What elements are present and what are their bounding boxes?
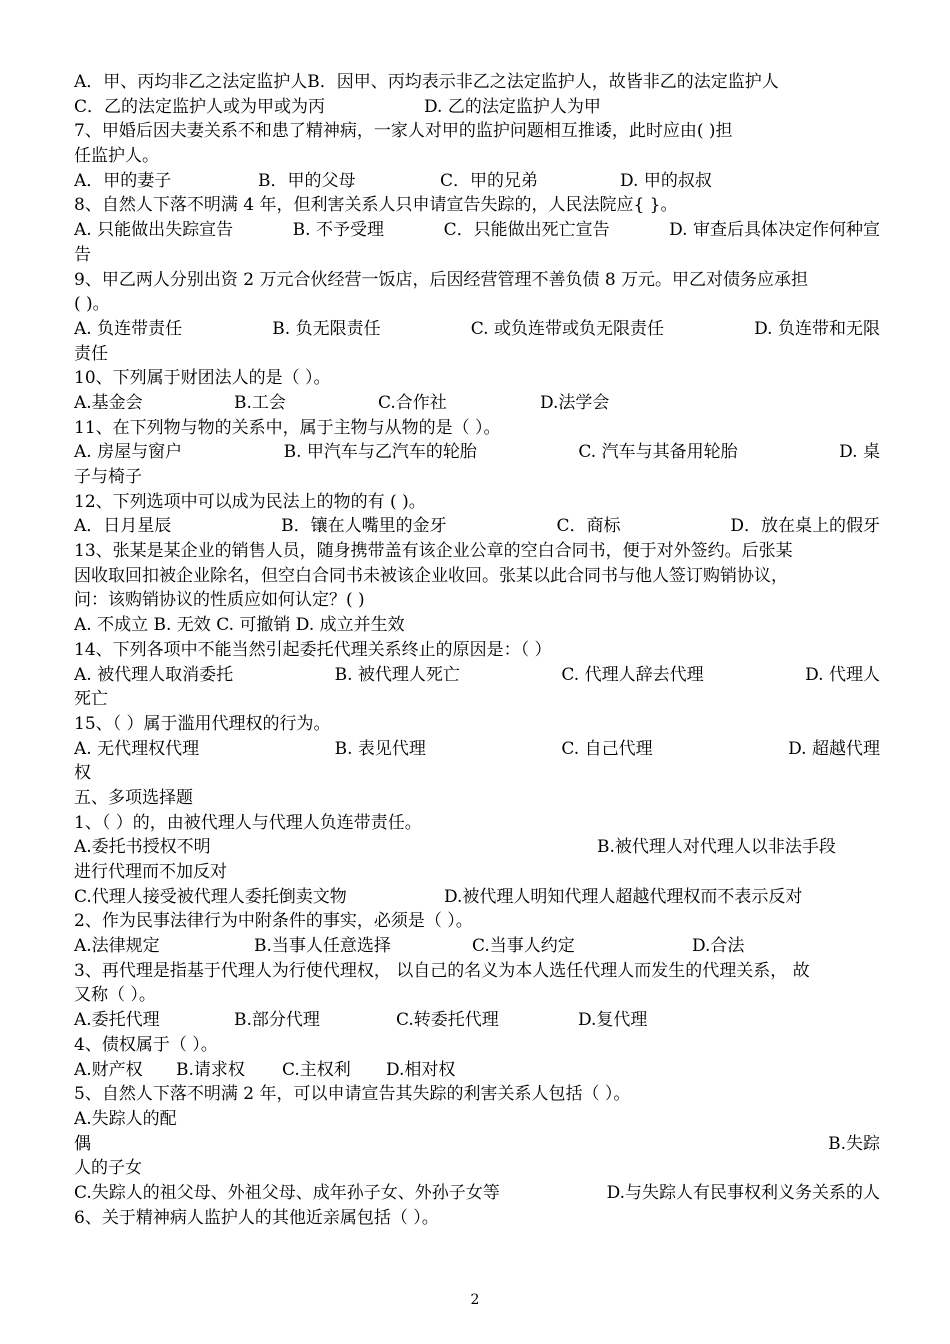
option-b: B.请求权 bbox=[176, 1059, 245, 1080]
option-c: C. 代理人辞去代理 bbox=[561, 664, 704, 685]
question-line: 4、债权属于（ ）。 bbox=[74, 1034, 218, 1055]
option-b: B．镶在人嘴里的金牙 bbox=[281, 516, 447, 537]
option-text: A．甲、丙均非乙之法定监护人B．因甲、丙均表示非乙之法定监护人，故皆非乙的法定监护人 bbox=[74, 72, 779, 92]
option-a: A.基金会 bbox=[74, 392, 143, 413]
option-c: C.当事人约定 bbox=[472, 936, 575, 957]
question-line: 权 bbox=[74, 763, 91, 784]
option-b: B.部分代理 bbox=[234, 1010, 320, 1031]
question-line: 15、（ ）属于滥用代理权的行为。 bbox=[74, 713, 331, 734]
option-c: C. 汽车与其备用轮胎 bbox=[578, 442, 738, 463]
option-b: B.工会 bbox=[234, 392, 286, 413]
question-line: 10、下列属于财团法人的是（ ）。 bbox=[74, 368, 331, 389]
question-line: 14、下列各项中不能当然引起委托代理关系终止的原因是：（ ） bbox=[74, 639, 552, 660]
option-a: A. 无代理权代理 bbox=[74, 738, 200, 759]
option-b: B. 表见代理 bbox=[334, 738, 426, 759]
option-a: A.委托代理 bbox=[74, 1010, 160, 1031]
option-line bbox=[74, 737, 880, 762]
option-line bbox=[74, 391, 880, 416]
page-number: 2 bbox=[470, 1292, 480, 1308]
question-line: 9、甲乙两人分别出资 2 万元合伙经营一饭店，后因经营管理不善负债 8 万元。甲乙对债务应承担 bbox=[74, 269, 809, 290]
option-line bbox=[74, 218, 880, 243]
option-line: A.失踪人的配 bbox=[74, 1108, 177, 1129]
question-line: 告 bbox=[74, 244, 91, 265]
option-a: A.法律规定 bbox=[74, 936, 160, 957]
option-line bbox=[74, 514, 880, 539]
option-b: B. 负无限责任 bbox=[272, 318, 381, 339]
option-c: C．商标 bbox=[556, 516, 621, 537]
question-line: 1、（ ）的，由被代理人与代理人负连带责任。 bbox=[74, 812, 422, 833]
question-line: 7、甲婚后因夫妻关系不和患了精神病，一家人对甲的监护问题相互推诿，此时应由( )担 bbox=[74, 121, 733, 142]
option-line bbox=[74, 95, 880, 120]
question-line: 问：该购销协议的性质应如何认定？( ) bbox=[74, 590, 365, 611]
option-c: C．乙的法定监护人或为甲或为丙 bbox=[74, 96, 326, 117]
option-d: D. 甲的叔叔 bbox=[620, 170, 712, 191]
option-a: A. 房屋与窗户 bbox=[74, 442, 183, 463]
question-line: 2、作为民事法律行为中附条件的事实，必须是（ ）。 bbox=[74, 911, 473, 932]
option-a: A．日月星辰 bbox=[74, 516, 172, 537]
option-d: D．放在桌上的假牙 bbox=[730, 516, 880, 537]
question-line: 任监护人。 bbox=[74, 146, 159, 167]
option-c: C．甲的兄弟 bbox=[440, 170, 539, 191]
question-line: 11、在下列物与物的关系中，属于主物与从物的是（ ）。 bbox=[74, 417, 501, 438]
option-b: B. 被代理人死亡 bbox=[334, 664, 460, 685]
option-c: C.转委托代理 bbox=[396, 1010, 499, 1031]
question-line: 责任 bbox=[74, 343, 108, 364]
question-line: 3、再代理是指基于代理人为行使代理权， 以自己的名义为本人选任代理人而发生的代理关系， 故 bbox=[74, 960, 810, 981]
option-line bbox=[74, 70, 880, 95]
question-line: 死亡 bbox=[74, 689, 108, 710]
option-c: C.失踪人的祖父母、外祖父母、成年孙子女、外孙子女等 bbox=[74, 1182, 500, 1203]
option-b: B. 甲汽车与乙汽车的轮胎 bbox=[283, 442, 477, 463]
question-line: ( )。 bbox=[74, 294, 110, 315]
option-line bbox=[74, 440, 880, 465]
option-b: B. 不予受理 bbox=[292, 220, 384, 241]
option-d: D.被代理人明知代理人超越代理权而不表示反对 bbox=[444, 886, 803, 907]
option-a: A.委托书授权不明 bbox=[74, 837, 211, 858]
option-d: D. 乙的法定监护人为甲 bbox=[424, 96, 601, 117]
option-a: A. 只能做出失踪宣告 bbox=[74, 220, 234, 241]
option-d: D. 代理人 bbox=[805, 664, 880, 685]
question-line: 8、自然人下落不明满 4 年，但利害关系人只申请宣告失踪的，人民法院应{ }。 bbox=[74, 195, 678, 216]
option-line bbox=[74, 1058, 880, 1083]
question-line: 13、张某是某企业的销售人员，随身携带盖有该企业公章的空白合同书，便于对外签约。后张某 bbox=[74, 541, 793, 562]
option-a-cont: 偶 bbox=[74, 1133, 91, 1154]
option-a: A. 被代理人取消委托 bbox=[74, 664, 234, 685]
option-line bbox=[74, 885, 880, 910]
option-a: A. 负连带责任 bbox=[74, 318, 183, 339]
option-b: B.被代理人对代理人以非法手段 bbox=[597, 837, 836, 858]
option-line bbox=[74, 317, 880, 342]
option-b: B.当事人任意选择 bbox=[254, 936, 391, 957]
question-line: 12、下列选项中可以成为民法上的物的有 ( )。 bbox=[74, 491, 426, 512]
option-line bbox=[74, 934, 880, 959]
question-line: 又称（ ）。 bbox=[74, 985, 156, 1006]
question-line: 因收取回扣被企业除名，但空白合同书未被该企业收回。张某以此合同书与他人签订购销协议， bbox=[74, 565, 788, 586]
option-a: A．甲的妻子 bbox=[74, 170, 172, 191]
option-d: D.相对权 bbox=[386, 1059, 456, 1080]
section-heading: 五、多项选择题 bbox=[74, 787, 193, 808]
option-line bbox=[74, 1132, 880, 1157]
option-line bbox=[74, 1181, 880, 1206]
option-line: 人的子女 bbox=[74, 1158, 142, 1179]
option-b: B．甲的父母 bbox=[258, 170, 356, 191]
option-d: D.法学会 bbox=[540, 392, 610, 413]
question-line: 6、关于精神病人监护人的其他近亲属包括（ ）。 bbox=[74, 1207, 439, 1228]
option-c: C.代理人接受被代理人委托倒卖文物 bbox=[74, 886, 347, 907]
option-line: A. 不成立 B. 无效 C. 可撤销 D. 成立并生效 bbox=[74, 615, 405, 636]
option-d: D. 审查后具体决定作何种宣 bbox=[669, 220, 880, 241]
option-c: C.合作社 bbox=[378, 392, 447, 413]
option-line bbox=[74, 835, 880, 860]
option-c: C. 自己代理 bbox=[561, 738, 653, 759]
option-c: C.主权利 bbox=[282, 1059, 351, 1080]
option-b: B.失踪 bbox=[828, 1133, 880, 1154]
question-line: 子与椅子 bbox=[74, 467, 142, 487]
question-text-block bbox=[74, 70, 880, 1230]
option-line bbox=[74, 169, 880, 194]
option-a: A.财产权 bbox=[74, 1059, 143, 1080]
option-d: D. 负连带和无限 bbox=[754, 318, 880, 339]
option-c: C．只能做出死亡宣告 bbox=[443, 220, 610, 241]
question-line: 5、自然人下落不明满 2 年，可以申请宣告其失踪的利害关系人包括（ ）。 bbox=[74, 1084, 631, 1105]
option-d: D. 桌 bbox=[839, 442, 880, 463]
question-line: 进行代理而不加反对 bbox=[74, 862, 227, 882]
option-line bbox=[74, 663, 880, 688]
option-c: C. 或负连带或负无限责任 bbox=[470, 318, 664, 339]
option-line bbox=[74, 1008, 880, 1033]
option-d: D.与失踪人有民事权利义务关系的人 bbox=[606, 1182, 880, 1203]
option-d: D.合法 bbox=[692, 936, 745, 957]
option-d: D.复代理 bbox=[578, 1010, 648, 1031]
option-d: D. 超越代理 bbox=[788, 738, 880, 759]
